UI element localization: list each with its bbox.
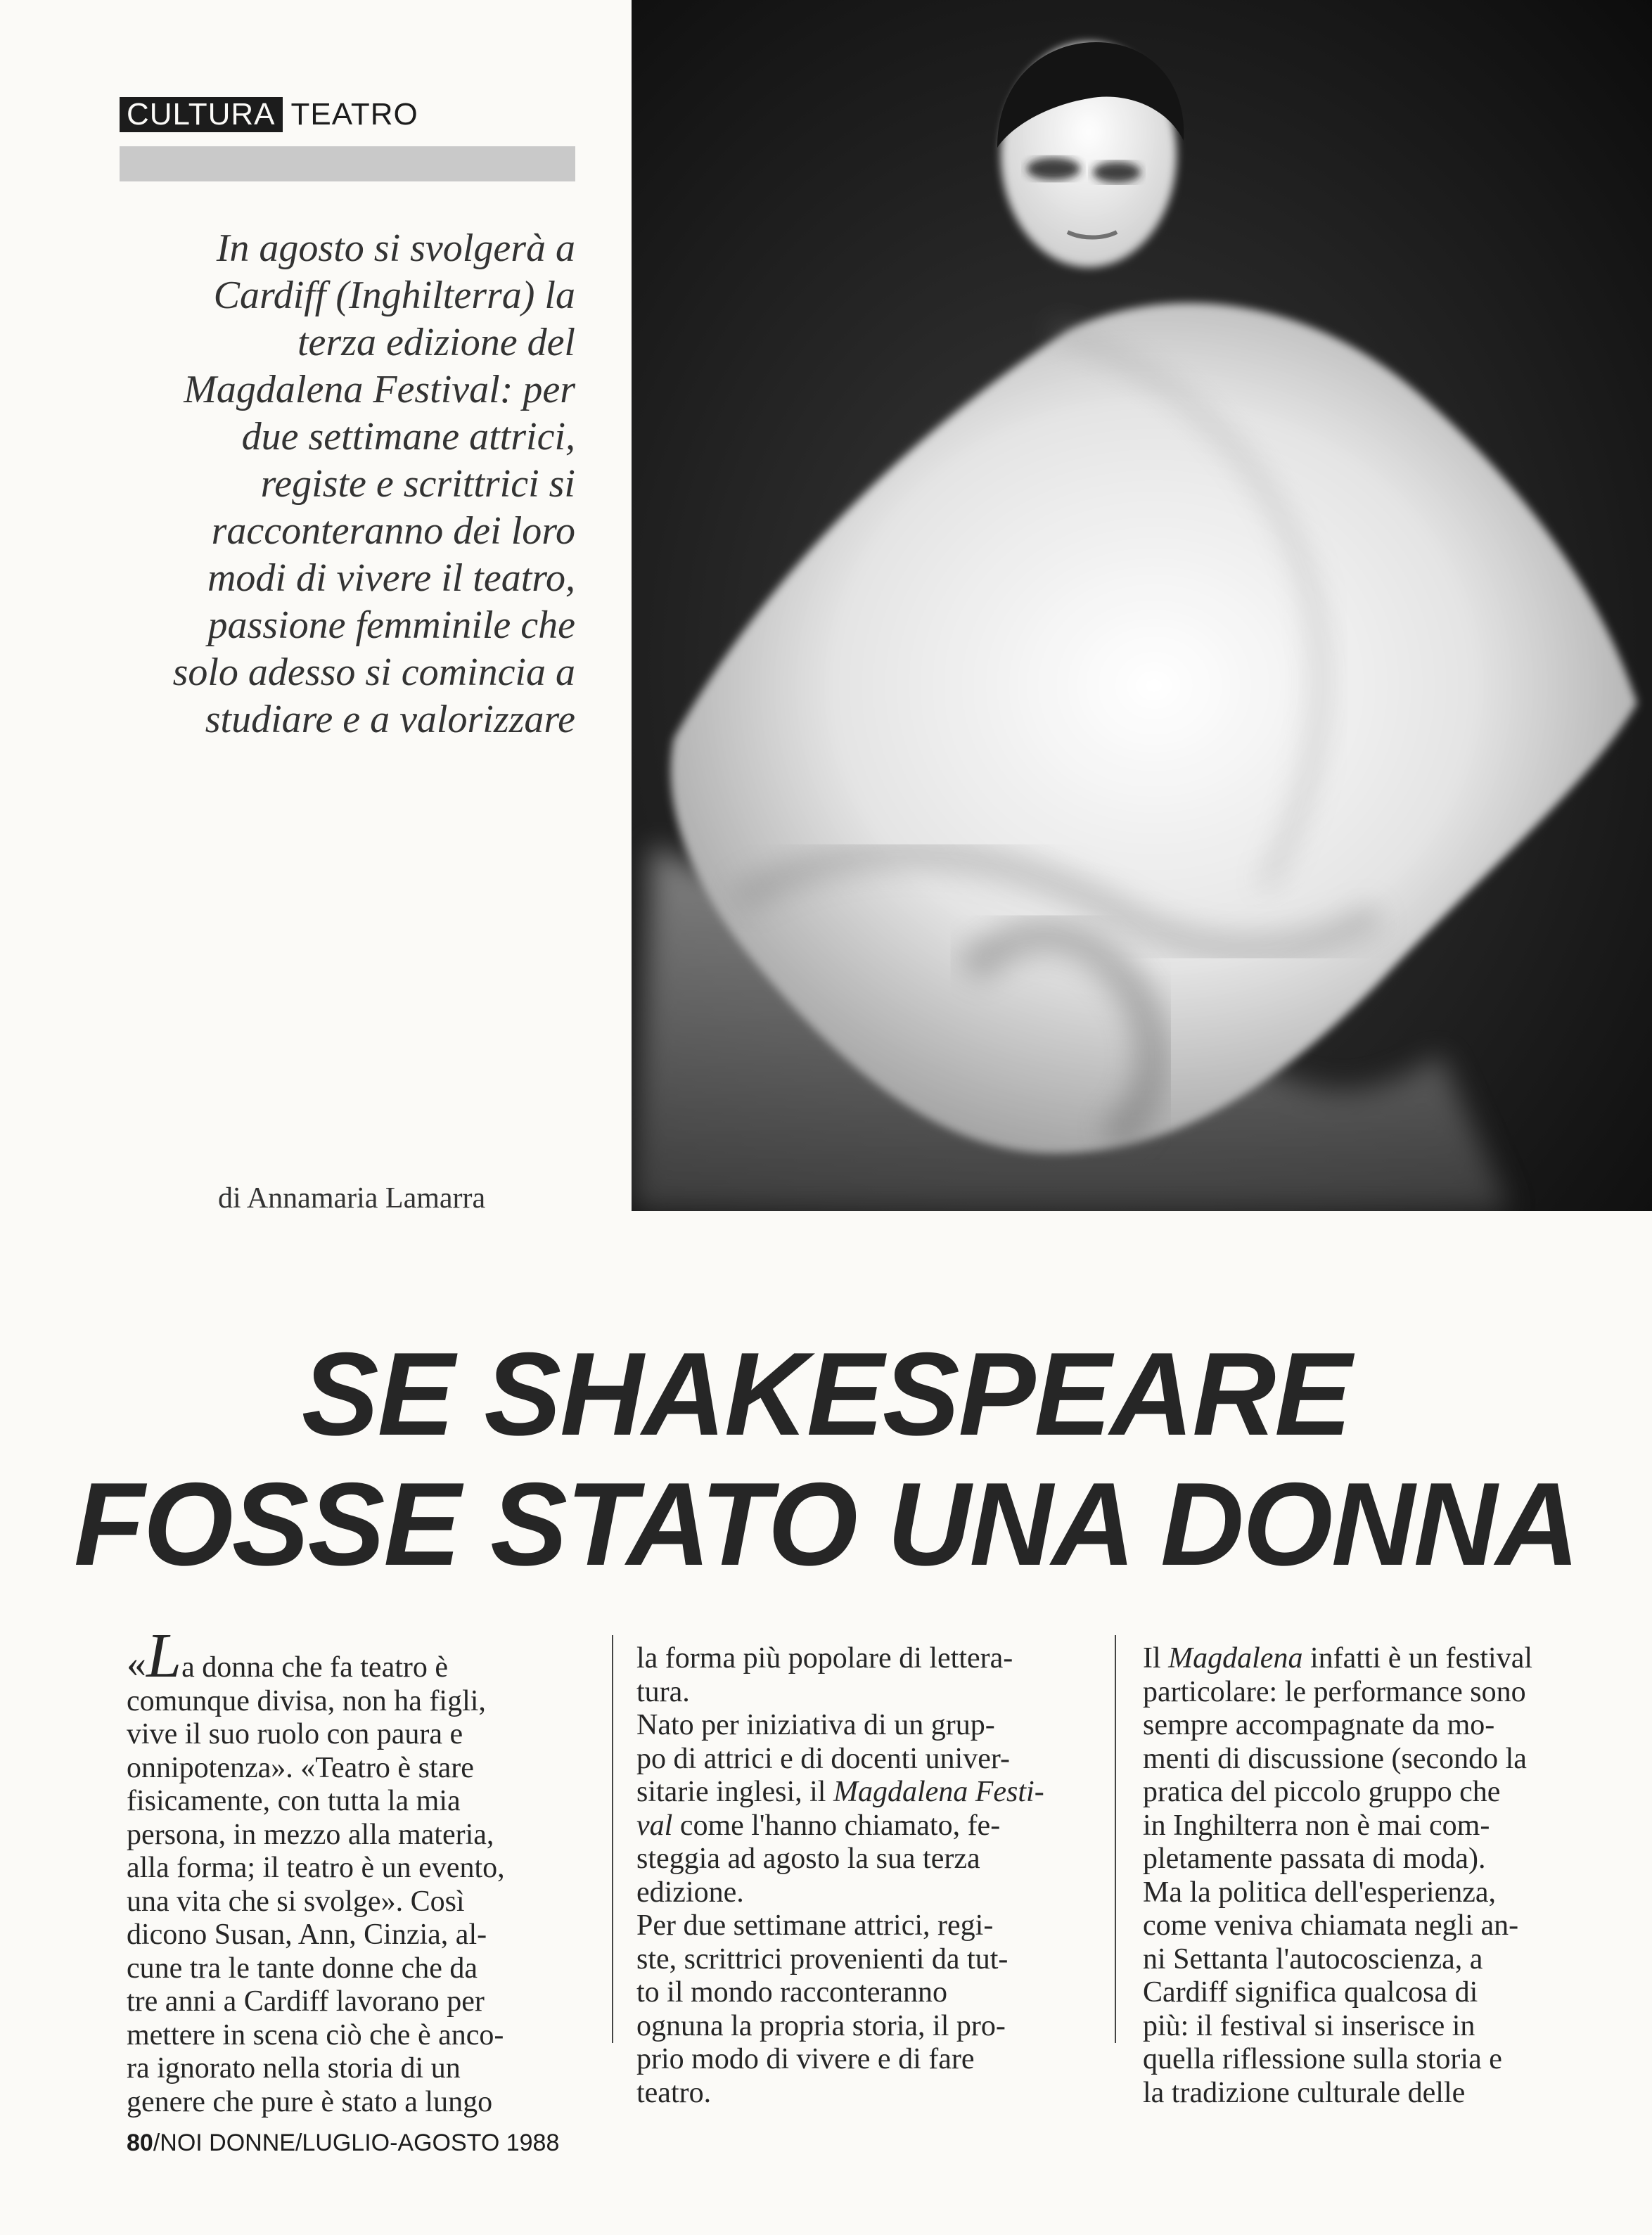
text-line: alla forma; il teatro è un evento, — [127, 1852, 505, 1884]
drop-cap: L — [146, 1621, 182, 1691]
intro-standfirst — [105, 225, 575, 743]
intro-line: due settimane attrici, — [241, 415, 575, 459]
festival-name-italic: Magdalena — [1168, 1642, 1303, 1674]
text-line: mettere in scena ciò che è anco- — [127, 2018, 504, 2051]
text-line: sempre accompagnate da mo- — [1143, 1709, 1495, 1741]
text-line: fisicamente, con tutta la mia — [127, 1785, 461, 1817]
open-quote: « — [127, 1642, 146, 1686]
text-line: particolare: le performance sono — [1143, 1675, 1526, 1708]
text-span: infatti è un festival — [1302, 1642, 1533, 1674]
text-line — [636, 1776, 1087, 1810]
intro-line: Magdalena Festival: per — [184, 368, 575, 411]
text-span: come l'hanno chiamato, fe- — [672, 1809, 1001, 1842]
first-line-text: a donna che fa teatro è — [181, 1651, 449, 1684]
intro-line: Cardiff (Inghilterra) la — [213, 274, 575, 317]
text-span: Il — [1143, 1642, 1169, 1674]
text-line: Per due settimane attrici, regi- — [636, 1909, 994, 1942]
first-line — [127, 1621, 577, 1691]
article-headline — [16, 1329, 1635, 1589]
headline-line-2: FOSSE STATO UNA DONNA — [74, 1458, 1578, 1590]
text-line: cune tra le tante donne che da — [127, 1952, 478, 1985]
text-line: to il mondo racconteranno — [636, 1976, 948, 2009]
text-line: prio modo di vivere e di fare — [636, 2043, 975, 2075]
text-line — [636, 1810, 1087, 1843]
text-line: comunque divisa, non ha figli, — [127, 1684, 486, 1717]
text-line: una vita che si svolge». Così — [127, 1885, 465, 1918]
intro-line: solo adesso si comincia a — [172, 651, 575, 694]
text-line: la tradizione culturale delle — [1143, 2076, 1466, 2109]
text-line: persona, in mezzo alla materia, — [127, 1818, 494, 1851]
publication-info: /NOI DONNE/LUGLIO-AGOSTO 1988 — [153, 2130, 560, 2156]
text-line: tura. — [636, 1675, 690, 1708]
text-line: vive il suo ruolo con paura e — [127, 1718, 463, 1750]
text-line: più: il festival si inserisce in — [1143, 2009, 1475, 2042]
section-label — [120, 97, 418, 132]
body-column-1 — [127, 1621, 577, 2119]
text-line: genere che pure è stato a lungo — [127, 2085, 493, 2118]
intro-line: registe e scrittrici si — [260, 462, 575, 506]
text-line: dicono Susan, Ann, Cinzia, al- — [127, 1919, 487, 1951]
text-line: menti di discussione (secondo la — [1143, 1742, 1527, 1775]
text-line: teatro. — [636, 2076, 712, 2109]
intro-line: terza edizione del — [297, 321, 575, 364]
text-line: come veniva chiamata negli an- — [1143, 1909, 1519, 1942]
festival-name-italic: val — [636, 1809, 673, 1842]
text-line: Cardiff significa qualcosa di — [1143, 1976, 1478, 2009]
intro-line: modi di vivere il teatro, — [207, 556, 575, 600]
text-line: steggia ad agosto la sua terza — [636, 1843, 980, 1875]
column-divider — [612, 1635, 613, 2043]
performer-photo — [632, 0, 1652, 1211]
decorative-gray-bar — [120, 146, 575, 181]
text-line: Ma la politica dell'esperienza, — [1143, 1876, 1497, 1909]
page-number: 80 — [127, 2130, 153, 2156]
intro-line: racconteranno dei loro — [211, 509, 575, 553]
headline-line-1: SE SHAKESPEARE — [301, 1328, 1351, 1460]
column-divider — [1115, 1635, 1116, 2043]
page-footer — [127, 2130, 559, 2157]
body-column-2 — [636, 1642, 1087, 2110]
body-column-3 — [1143, 1642, 1565, 2110]
intro-line: passione femminile che — [207, 603, 575, 647]
text-line: edizione. — [636, 1876, 744, 1909]
text-line: la forma più popolare di lettera- — [636, 1642, 1013, 1674]
text-line: Nato per iniziativa di un grup- — [636, 1709, 995, 1741]
text-line: ste, scrittrici provenienti da tut- — [636, 1942, 1009, 1975]
text-line: tre anni a Cardiff lavorano per — [127, 1985, 485, 2018]
text-line: onnipotenza». «Teatro è stare — [127, 1751, 474, 1784]
festival-name-italic: Magdalena Festi- — [833, 1776, 1044, 1808]
text-line: ni Settanta l'autocoscienza, a — [1143, 1942, 1483, 1975]
section-subcategory: TEATRO — [290, 97, 418, 132]
section-category: CULTURA — [120, 97, 283, 132]
intro-line: studiare e a valorizzare — [205, 698, 575, 741]
byline: di Annamaria Lamarra — [218, 1182, 486, 1215]
text-line — [1143, 1642, 1565, 1676]
text-line: in Inghilterra non è mai com- — [1143, 1809, 1490, 1842]
text-line: po di attrici e di docenti univer- — [636, 1742, 1010, 1775]
text-span: sitarie inglesi, il — [636, 1776, 833, 1808]
text-line: ognuna la propria storia, il pro- — [636, 2009, 1006, 2042]
text-line: pratica del piccolo gruppo che — [1143, 1776, 1501, 1808]
performer-photo-graphic — [632, 0, 1652, 1211]
text-line: ra ignorato nella storia di un — [127, 2052, 461, 2084]
text-line: pletamente passata di moda). — [1143, 1843, 1486, 1875]
intro-line: In agosto si svolgerà a — [216, 226, 575, 270]
text-line: quella riflessione sulla storia e — [1143, 2043, 1502, 2075]
